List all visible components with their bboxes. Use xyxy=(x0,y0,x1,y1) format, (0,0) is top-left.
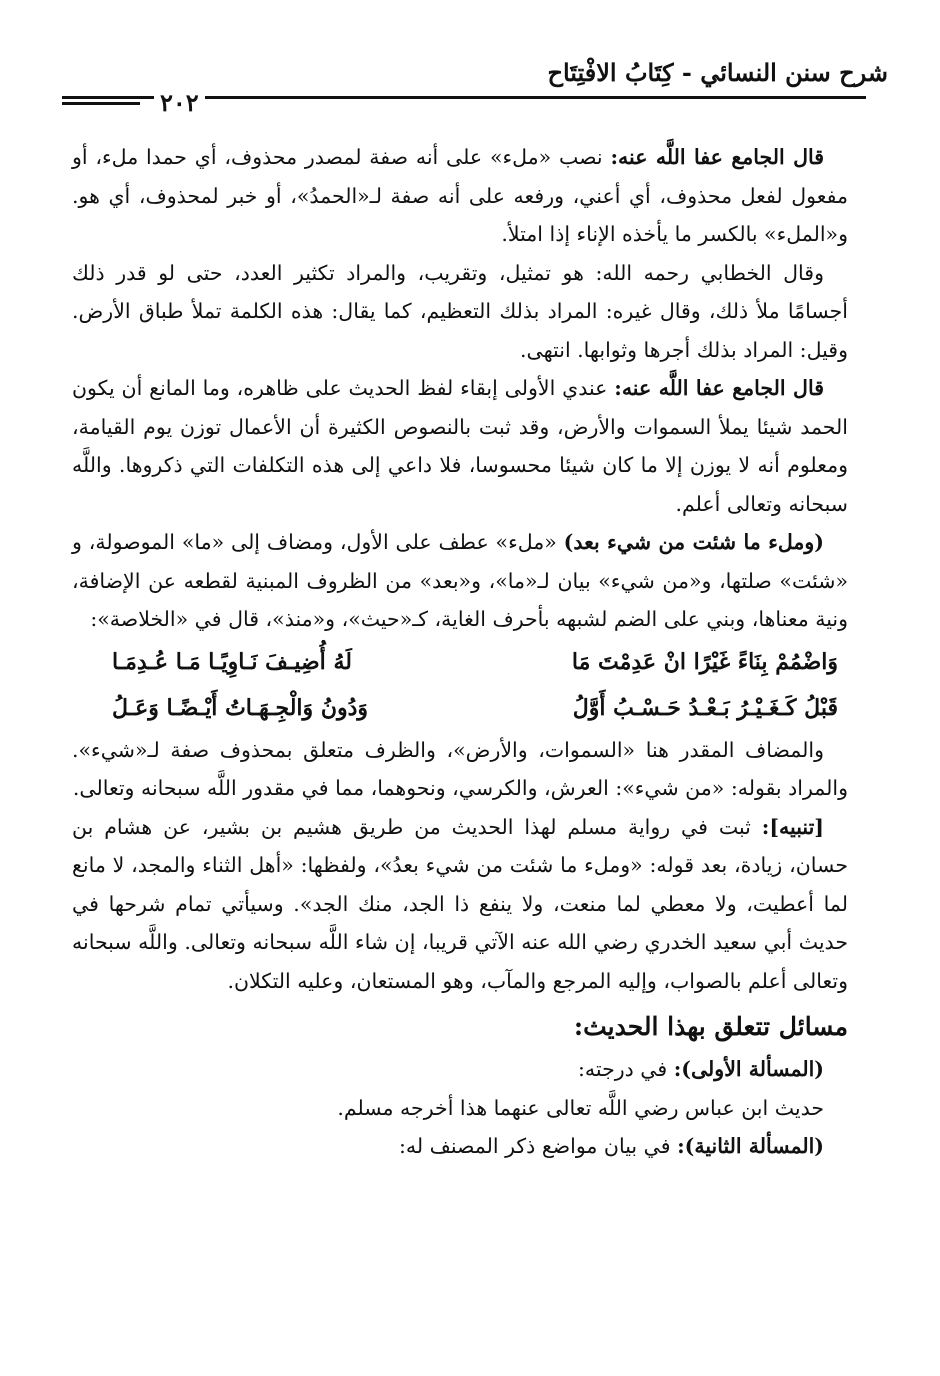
book-page xyxy=(72,58,888,1376)
header-rule-short xyxy=(62,102,140,105)
verse-2-first-hemistich: قَبْلُ كَـغَـيْـرُ بَـعْـدُ حَـسْـبُ أَوَّلُ xyxy=(572,694,838,721)
question-2-lead: (المسألة الثانية): xyxy=(677,1134,824,1158)
page-number: ٢٠٢ xyxy=(154,88,205,117)
paragraph-2: وقال الخطابي رحمه الله: هو تمثيل، وتقريب، والمراد تكثير العدد، حتى لو قدر ذلك أجسامًا ملأ ذلك، وقال غيره: المراد بذلك التعظيم، كما يقال: هذه الكلمة تملأ طباق الأرض. وقيل: المراد بذلك أجرها وثوابها. انتهى. xyxy=(72,260,848,362)
paragraph-6-text: ثبت في رواية مسلم لهذا الحديث من طريق هشيم بن بشير، عن هشام بن حسان، زيادة، بعد قوله: «وملء ما شئت من شيء بعدُ»، ولفظها: «أهل الثناء والمجد، لا مانع لما أعطيت، ولا معطي لما منعت، ولا ينفع ذا الجد، منك الجد». وسيأتي تمام شرحها في حديث أبي سعيد الخدري رضي الله عنه الآتي قريبا، إن شاء اللَّه سبحانه وتعالى. واللَّه سبحانه وتعالى أعلم بالصواب، وإليه المرجع والمآب، وهو المستعان، وعليه التكلان. xyxy=(72,814,848,993)
paragraph-1-lead: قال الجامع عفا اللَّه عنه: xyxy=(610,145,825,169)
paragraph-4 xyxy=(72,523,848,639)
question-1-text: في درجته: xyxy=(577,1057,668,1081)
paragraph-4-text: «ملء» عطف على الأول، ومضاف إلى «ما» الموصولة، و «شئت» صلتها، و«من شيء» بيان لـ«ما»، و«بعد» من الظروف المبنية لقطعه عن الإضافة، ونية معناها، وبني على الضم لشبهه بأحرف الغاية، كـ«حيث»، و«منذ»، قال في «الخلاصة»: xyxy=(72,530,848,631)
question-1-lead: (المسألة الأولى): xyxy=(673,1057,824,1081)
verse-2-second-hemistich: وَدُونُ وَالْجِـهَـاتُ أَيْـضًـا وَعَـلُ xyxy=(112,694,369,721)
paragraph-3-lead: قال الجامع عفا اللَّه عنه: xyxy=(614,376,824,400)
paragraph-6 xyxy=(72,808,848,1001)
paragraph-1 xyxy=(72,138,848,254)
paragraph-5: والمضاف المقدر هنا «السموات، والأرض»، والظرف متعلق بمحذوف صفة لـ«شيء». والمراد بقوله: «من شيء»: العرش، والكرسي، ونحوهما، مما في مقدور اللَّه سبحانه وتعالى. xyxy=(72,737,848,800)
paragraph-4-lead: (وملء ما شئت من شيء بعد) xyxy=(563,530,824,554)
verse-1-second-hemistich: لَهُ أُضِيـفَ نَـاوِيًـا مَـا عُـدِمَـا xyxy=(112,648,352,675)
question-2-text: في بيان مواضع ذكر المصنف له: xyxy=(398,1134,671,1158)
paragraph-1-text: نصب «ملء» على أنه صفة لمصدر محذوف، أي حمدا ملء، أو مفعول لفعل محذوف، أي أعني، ورفعه على أنه صفة لـ«الحمدُ»، أو خبر لمحذوف، أي هو. و«الملء» بالكسر ما يأخذه الإناء إذا امتلأ. xyxy=(72,145,848,246)
paragraph-3-text: عندي الأولى إبقاء لفظ الحديث على ظاهره، وما المانع أن يكون الحمد شيئا يملأ السموات والأرض، وقد ثبت بالنصوص الكثيرة أن الأعمال توزن يوم القيامة، ومعلوم أنه لا يوزن إلا ما كان شيئا محسوسا، فلا داعي إلى هذه التكلفات التي ذكروها. واللَّه سبحانه وتعالى أعلم. xyxy=(72,376,848,516)
verse-line-1 xyxy=(72,639,848,685)
verse-line-2 xyxy=(72,685,848,731)
page-body xyxy=(72,138,848,1166)
paragraph-3 xyxy=(72,369,848,523)
question-1-answer: حديث ابن عباس رضي اللَّه تعالى عنهما هذا أخرجه مسلم. xyxy=(337,1095,824,1120)
running-title: شرح سنن النسائي - كِتَابُ الافْتِتَاح xyxy=(547,58,888,87)
verse-1-first-hemistich: وَاضْمُمْ بِنَاءً غَيْرًا انْ عَدِمْتَ مَا xyxy=(571,648,838,675)
section-title: مسائل تتعلق بهذا الحديث: xyxy=(573,1012,848,1041)
question-2 xyxy=(72,1127,848,1166)
page-header xyxy=(72,58,888,117)
question-1 xyxy=(72,1050,848,1089)
paragraph-6-lead: [تنبيه]: xyxy=(761,814,824,839)
